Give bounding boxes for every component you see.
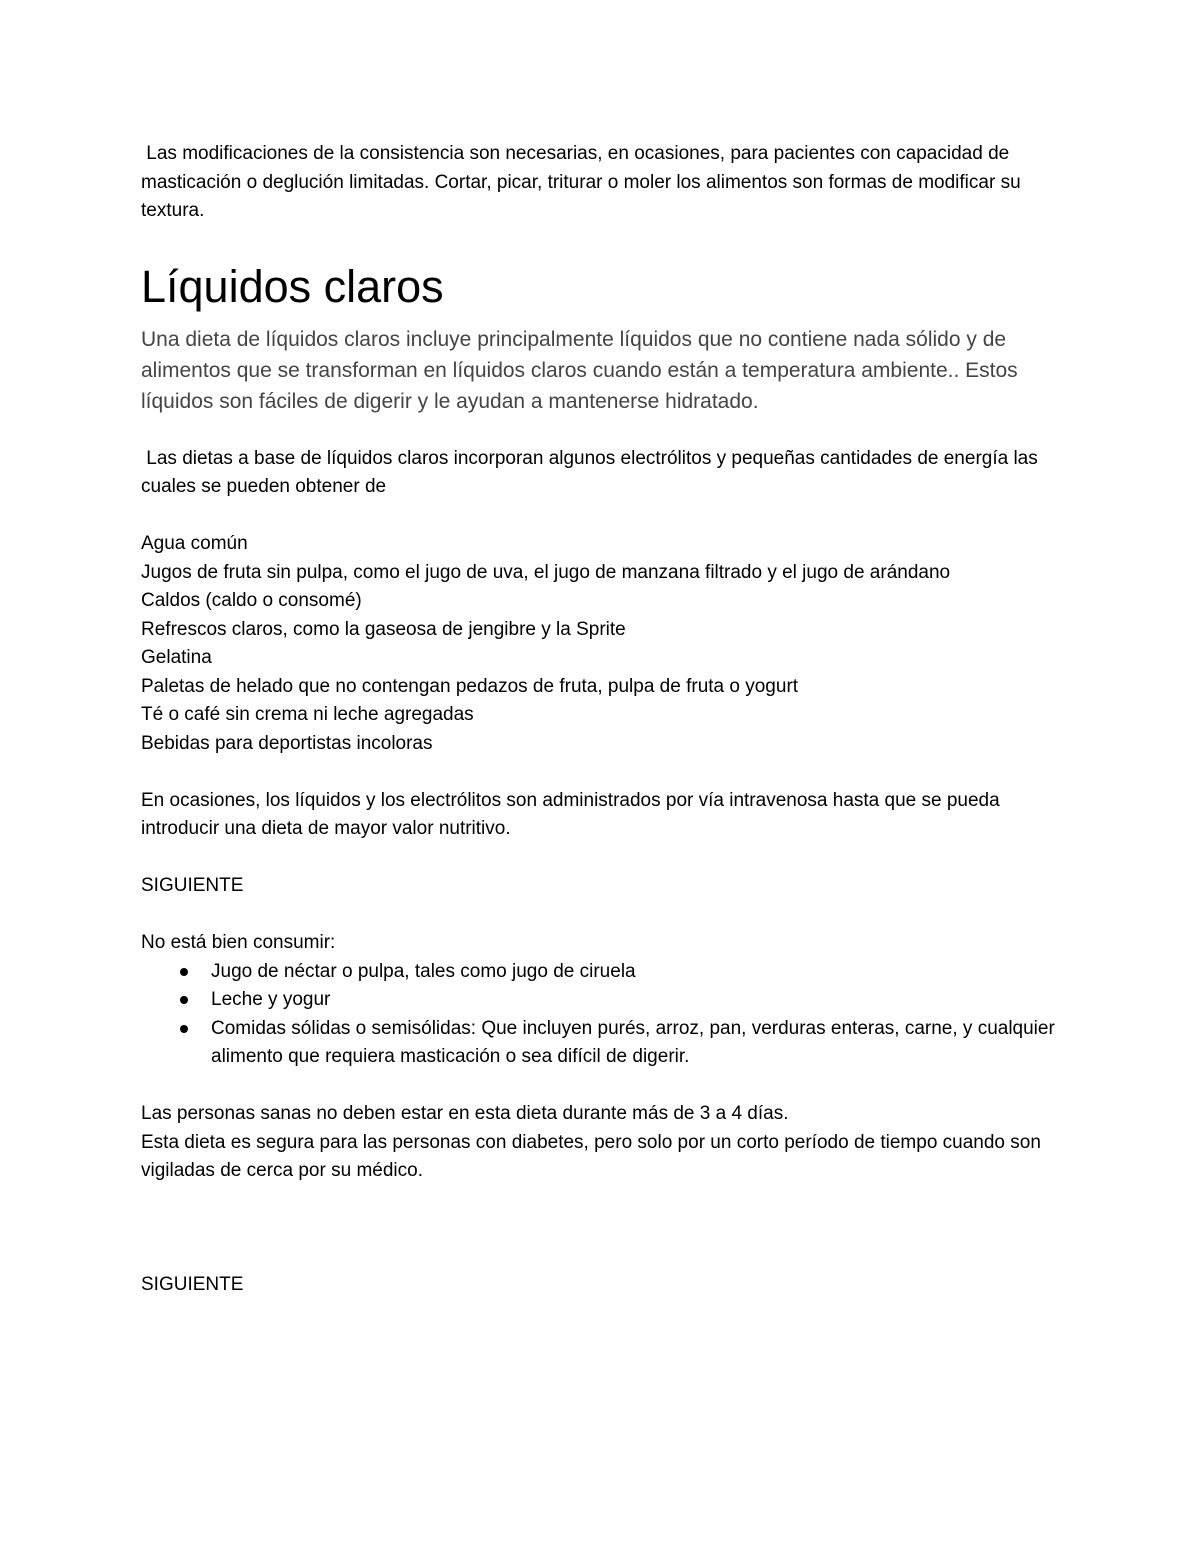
electrolytes-paragraph: Las dietas a base de líquidos claros incorporan algunos electrólitos y pequeñas cantidades de energía las cuales se pueden obtener de bbox=[141, 447, 1044, 497]
bullet-item-text: Comidas sólidas o semisólidas: Que incluyen purés, arroz, pan, verduras enteras, carne, y cualquier alimento que requiera masticación o sea difícil de digerir. bbox=[211, 1017, 1055, 1067]
next-label: SIGUIENTE bbox=[141, 1273, 244, 1295]
spacer bbox=[141, 758, 1071, 787]
list-item: Gelatina bbox=[141, 647, 212, 668]
allowed-list bbox=[141, 530, 1071, 758]
bullet-item bbox=[141, 958, 1071, 987]
list-item: Jugos de fruta sin pulpa, como el jugo de uva, el jugo de manzana filtrado y el jugo de arándano bbox=[141, 561, 951, 583]
section-intro-paragraph: Una dieta de líquidos claros incluye principalmente líquidos que no contiene nada sólido y de alimentos que se transforman en líquidos claros cuando están a temperatura ambiente.. Estos líquidos son fáciles de digerir y le ayudan a mantenerse hidratado. bbox=[141, 327, 1024, 413]
bullet-item-text: Jugo de néctar o pulpa, tales como jugo de ciruela bbox=[211, 960, 636, 982]
spacer bbox=[141, 1186, 1071, 1271]
list-item: Refrescos claros, como la gaseosa de jengibre y la Sprite bbox=[141, 618, 626, 640]
bullet-icon bbox=[180, 996, 188, 1004]
not-allowed-title: No está bien consumir: bbox=[141, 932, 336, 953]
section-heading: Líquidos claros bbox=[141, 260, 444, 312]
iv-paragraph: En ocasiones, los líquidos y los electrólitos son administrados por vía intravenosa hasta que se pueda introducir una dieta de mayor valor nutritivo. bbox=[141, 789, 1005, 839]
bullet-item bbox=[141, 1015, 1071, 1072]
document-body bbox=[141, 140, 1071, 1299]
bullet-item bbox=[141, 986, 1071, 1015]
not-allowed-list bbox=[141, 958, 1071, 1072]
spacer bbox=[141, 1072, 1071, 1101]
spacer bbox=[141, 502, 1071, 531]
list-item: Agua común bbox=[141, 533, 248, 554]
list-item: Paletas de helado que no contengan pedazos de fruta, pulpa de fruta o yogurt bbox=[141, 675, 799, 697]
next-label: SIGUIENTE bbox=[141, 875, 244, 896]
bullet-item-text: Leche y yogur bbox=[211, 989, 331, 1010]
spacer bbox=[141, 901, 1071, 930]
intro-paragraph: Las modificaciones de la consistencia son necesarias, en ocasiones, para pacientes con capacidad de masticación o deglución limitadas. Cortar, picar, triturar o moler los alimentos son formas de modificar su textura. bbox=[141, 143, 1026, 221]
list-item: Bebidas para deportistas incoloras bbox=[141, 732, 433, 754]
bullet-icon bbox=[180, 968, 188, 976]
list-item: Té o café sin crema ni leche agregadas bbox=[141, 704, 474, 725]
list-item: Caldos (caldo o consomé) bbox=[141, 590, 362, 611]
healthy-people-line: Las personas sanas no deben estar en esta dieta durante más de 3 a 4 días. bbox=[141, 1103, 789, 1124]
spacer bbox=[141, 844, 1071, 873]
diabetes-line: Esta dieta es segura para las personas con diabetes, pero solo por un corto período de tiempo cuando son vigiladas de cerca por su médico. bbox=[141, 1131, 1047, 1181]
bullet-icon bbox=[180, 1025, 188, 1033]
